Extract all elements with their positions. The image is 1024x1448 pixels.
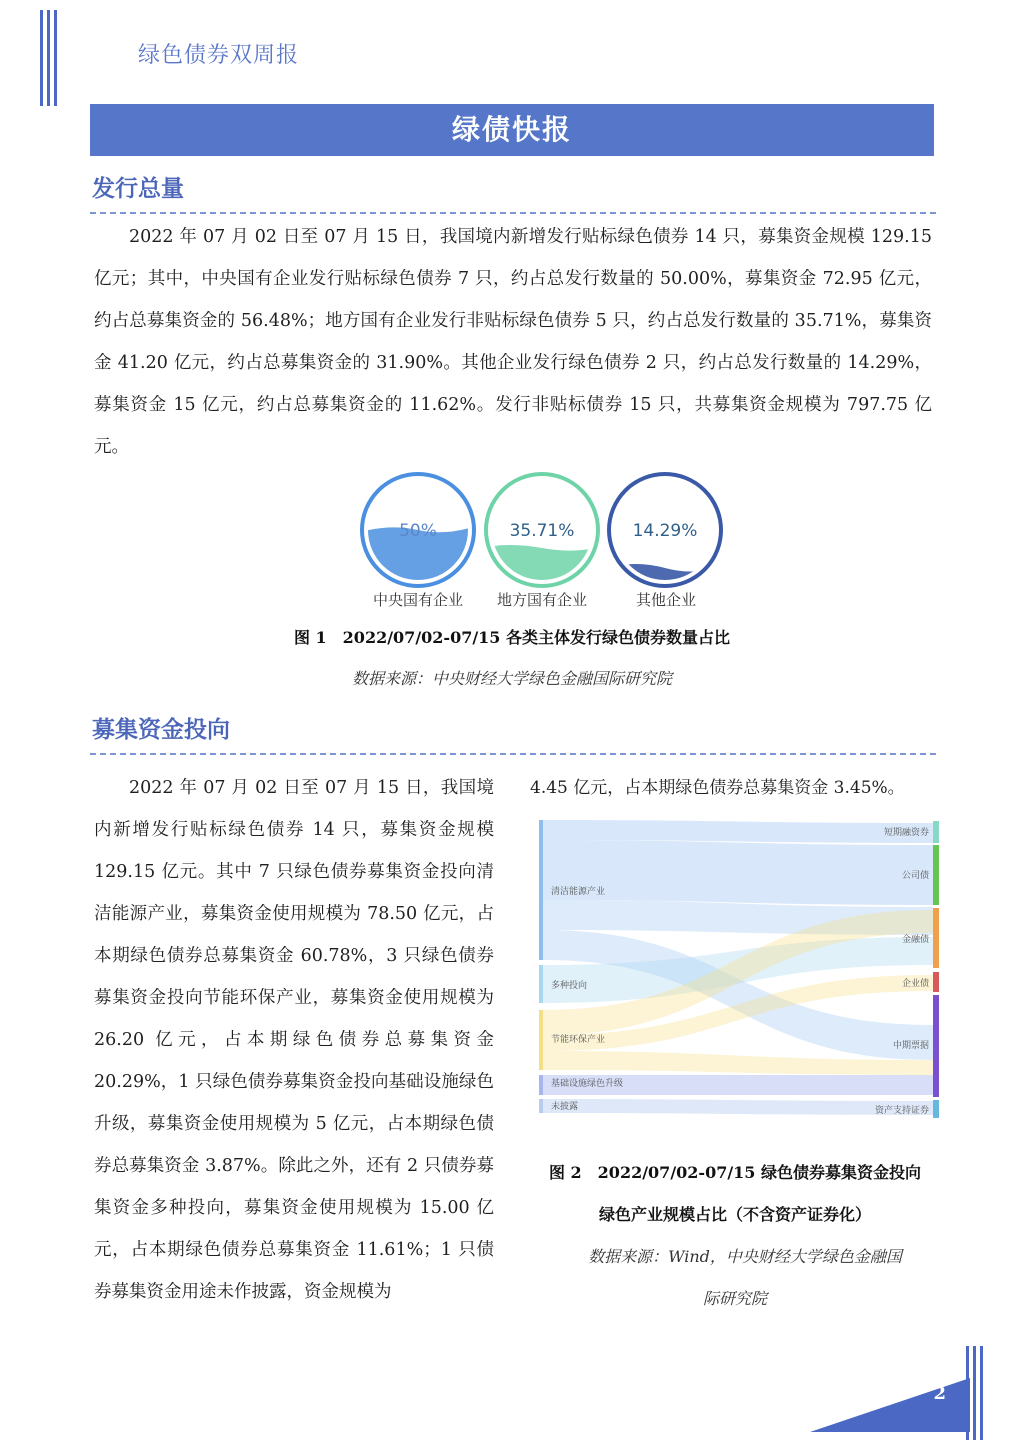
use-of-proceeds-paragraph xyxy=(94,767,494,1313)
sankey-node-corporate-bonds xyxy=(933,845,939,905)
figure2-caption-line2: 绿色产业规模占比（不含资产证券化） xyxy=(598,1205,871,1224)
figure1-source: 数据来源：中央财经大学绿色金融国际研究院 xyxy=(351,669,672,688)
sankey-chart xyxy=(535,815,945,1125)
pie-label-local: 地方国有企业 xyxy=(496,591,587,609)
use-of-proceeds-continuation xyxy=(530,767,940,809)
section-divider xyxy=(90,212,936,214)
issuer-share-chart xyxy=(360,472,730,592)
section-title-issuance: 发行总量 xyxy=(92,175,184,202)
report-title: 绿色债券双周报 xyxy=(138,43,300,68)
use-of-proceeds-continuation-text: 4.45 亿元，占本期绿色债券总募集资金 3.45%。 xyxy=(530,778,905,798)
sankey-node-undisclosed xyxy=(539,1099,543,1113)
sankey-node-clean-energy xyxy=(539,820,543,960)
footer-stripe xyxy=(973,1346,976,1440)
header-stripe xyxy=(47,10,50,106)
sankey-label-source: 多种投向 xyxy=(551,981,588,991)
sankey-node-medium-term-notes xyxy=(933,995,939,1097)
footer-stripe xyxy=(966,1346,969,1440)
pie-value-local: 35.71% xyxy=(509,521,575,541)
sankey-node-energy-saving xyxy=(539,1010,543,1070)
figure2-source-line2: 际研究院 xyxy=(702,1289,767,1308)
sankey-label-source: 基础设施绿色升级 xyxy=(551,1079,624,1089)
pie-value-central: 50% xyxy=(399,521,437,541)
sankey-node-multiple-uses xyxy=(539,965,543,1003)
figure2-caption-line1: 图 2 2022/07/02-07/15 绿色债券募集资金投向 xyxy=(548,1163,922,1182)
sankey-node-infrastructure xyxy=(539,1075,543,1095)
figure2-source-line1: 数据来源：Wind，中央财经大学绿色金融国 xyxy=(588,1247,902,1266)
sankey-label-target: 金融债 xyxy=(901,935,929,945)
section-title-use-of-proceeds: 募集资金投向 xyxy=(92,716,230,743)
header-stripe xyxy=(54,10,57,106)
issuance-text: 2022 年 07 月 02 日至 07 月 15 日，我国境内新增发行贴标绿色债券 14 只，募集资金规模 129.15 亿元；其中，中央国有企业发行贴标绿色债券 7 只，约占总发行数量的 50.00%，募集资金 72.95 亿元，约占总募集资金的 56.48%；地方国有企业发行非贴标绿色债券 5 只，约占总发行数量的 35.71%，募集资金 41.20 亿元，约占总募集资金的 31.90%。其他企业发行绿色债券 2 只，约占总发行数量的 14.29%，募集资金 15 亿元，约占总募集资金的 11.62%。发行非贴标债券 15 只，共募集资金规模为 797.75 亿元。 xyxy=(94,227,932,457)
pie-label-other: 其他企业 xyxy=(635,591,696,609)
figure1-caption: 图 1 2022/07/02-07/15 各类主体发行绿色债券数量占比 xyxy=(293,628,731,647)
pie-value-other: 14.29% xyxy=(632,521,698,541)
use-of-proceeds-text: 2022 年 07 月 02 日至 07 月 15 日，我国境内新增发行贴标绿色债券 14 只，募集资金规模 129.15 亿元。其中 7 只绿色债券募集资金投向清洁能源产业，募集资金使用规模为 78.50 亿元，占本期绿色债券总募集资金 60.78%，3 只绿色债券募集资金投向节能环保产业，募集资金使用规模为 26.20 亿元，占本期绿色债券总募集资金 20.29%，1 只绿色债券募集资金投向基础设施绿色升级，募集资金使用规模为 5 亿元，占本期绿色债券总募集资金 3.87%。除此之外，还有 2 只债券募集资金多种投向，募集资金使用规模为 15.00 亿元，占本期绿色债券总募集资金 11.61%；1 只债券募集资金用途未作披露，资金规模为 xyxy=(94,778,494,1302)
sankey-label-target: 企业债 xyxy=(901,979,929,989)
section-banner: 绿债快报 xyxy=(90,104,934,156)
sankey-label-source: 节能环保产业 xyxy=(551,1035,606,1045)
sankey-node-enterprise-bonds xyxy=(933,972,939,992)
sankey-label-target: 短期融资券 xyxy=(883,828,929,838)
sankey-label-source: 未披露 xyxy=(551,1102,579,1112)
section-divider xyxy=(90,753,936,755)
issuance-paragraph xyxy=(94,216,932,468)
header-stripe xyxy=(40,10,43,106)
pie-label-central: 中央国有企业 xyxy=(372,591,463,609)
sankey-label-target: 中期票据 xyxy=(892,1041,929,1051)
sankey-label-source: 清洁能源产业 xyxy=(551,887,606,897)
sankey-flow xyxy=(543,820,933,843)
footer-triangle xyxy=(810,1378,970,1432)
sankey-label-target: 公司债 xyxy=(901,871,929,881)
sankey-node-financial-bonds xyxy=(933,908,939,968)
footer-stripe xyxy=(980,1346,983,1440)
sankey-node-short-term-notes xyxy=(933,821,939,843)
page-number: 2 xyxy=(933,1383,946,1404)
sankey-node-abs xyxy=(933,1100,939,1118)
sankey-label-target: 资产支持证券 xyxy=(874,1106,929,1116)
